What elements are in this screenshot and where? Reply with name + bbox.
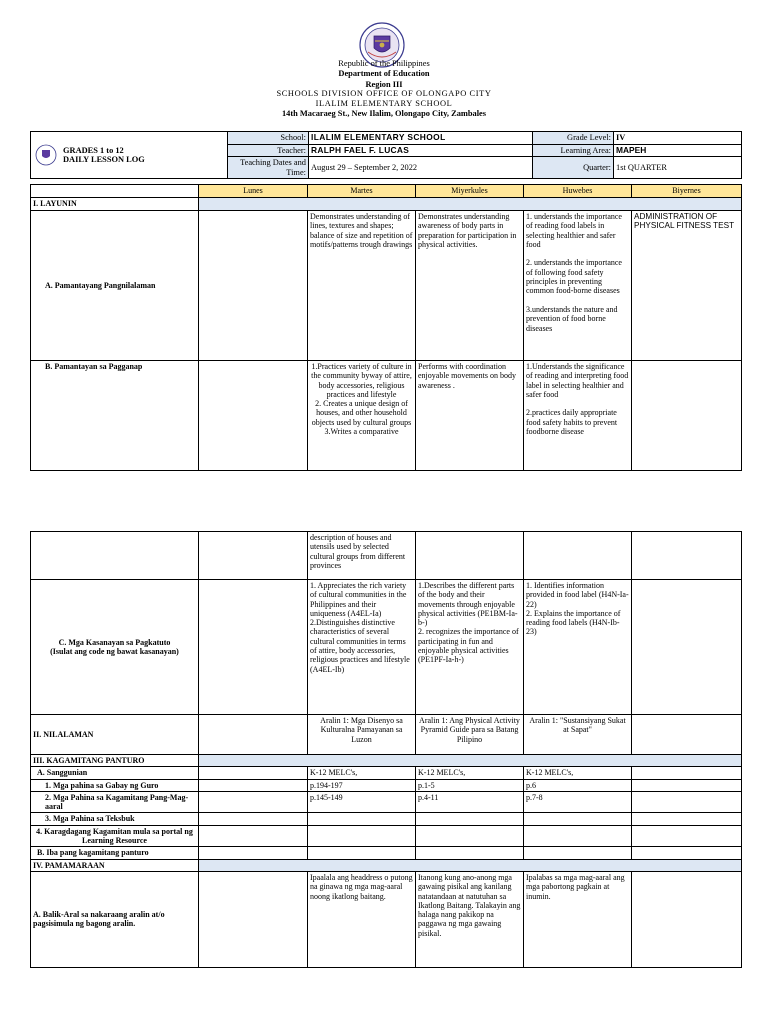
- grade-level-label: Grade Level:: [533, 132, 614, 145]
- page-gap: [0, 476, 768, 530]
- cell-a-huwebes: 1. understands the importance of reading food labels in selecting healthier and safer food 2. understands the importance of following food safety principles in preventing common food-borne diseases 3.understands the nature and prevention of food borne diseases: [524, 211, 632, 361]
- balik-lunes: [199, 871, 308, 967]
- dates-value: August 29 – September 2, 2022: [309, 157, 533, 179]
- kasanayan-subtitle: (Isulat ang code ng bawat kasanayan): [50, 647, 179, 656]
- day-header-martes: Martes: [308, 185, 416, 198]
- cell-b-lunes: [199, 361, 308, 471]
- nil-martes: Aralin 1: Mga Disenyo sa Kulturalna Pamayanan sa Luzon: [308, 715, 416, 755]
- teks-lunes: [199, 813, 308, 825]
- day-header-lunes: Lunes: [199, 185, 308, 198]
- iba-martes: [308, 847, 416, 859]
- header-division: SCHOOLS DIVISION OFFICE OF OLONGAPO CITY: [276, 89, 492, 98]
- iba-biyernes: [632, 847, 742, 859]
- teks-huwebes: [524, 813, 632, 825]
- balik-huwebes: Ipalabas sa mga mag-aaral ang mga pabortong pagkain at inumin.: [524, 871, 632, 967]
- row-label-teksbuk: 3. Mga Pahina sa Teksbuk: [31, 813, 199, 825]
- nil-biyernes: [632, 715, 742, 755]
- nil-huwebes: Aralin 1: "Sustansiyang Sukat at Sapat": [524, 715, 632, 755]
- layunin-band: [199, 198, 742, 211]
- header-department: Department of Education: [338, 69, 430, 78]
- kagamitan-band: [199, 755, 742, 767]
- info-title-cell: [31, 132, 228, 179]
- section-pamamaraan: IV. PAMAMARAAN: [31, 859, 199, 871]
- school-value: ILALIM ELEMENTARY SCHOOL: [309, 132, 533, 145]
- kar-martes: [308, 825, 416, 847]
- nil-lunes: [199, 715, 308, 755]
- row-label-balik-aral: A. Balik-Aral sa nakaraang aralin at/o pagsisimula ng bagong aralin.: [31, 871, 199, 967]
- page-2: [0, 530, 768, 1024]
- gabay-biyernes: [632, 779, 742, 791]
- cell-b-miyerkules: Performs with coordination enjoyable movements on body awareness .: [416, 361, 524, 471]
- corner-cell: [31, 185, 199, 198]
- row-label-iba-pang-kagamitan: B. Iba pang kagamitang panturo: [31, 847, 199, 859]
- teks-martes: [308, 813, 416, 825]
- row-label-pamantayang-pangnilalaman: A. Pamantayang Pangnilalaman: [31, 211, 199, 361]
- section-kagamitan: III. KAGAMITANG PANTURO: [31, 755, 199, 767]
- cell-a-martes: Demonstrates understanding of lines, textures and shapes; balance of size and repetition of motifs/patterns trough drawings: [308, 211, 416, 361]
- cell-a-lunes: [199, 211, 308, 361]
- cell-b-biyernes: [632, 361, 742, 471]
- kar-huwebes: [524, 825, 632, 847]
- teacher-value: RALPH FAEL F. LUCAS: [309, 144, 533, 157]
- row-label-karagdagang-kagamitan: 4. Karagdagang Kagamitan mula sa portal ng Learning Resource: [31, 825, 199, 847]
- kar-biyernes: [632, 825, 742, 847]
- iba-lunes: [199, 847, 308, 859]
- grades-label: GRADES 1 to 12: [63, 145, 124, 155]
- dates-label: Teaching Dates and Time:: [228, 157, 309, 179]
- row-label-pamantayan-pagganap: B. Pamantayan sa Pagganap: [31, 361, 199, 471]
- kag-martes: p.145-149: [308, 791, 416, 813]
- row-label-kasanayan: [31, 580, 199, 715]
- kasanayan-title: C. Mga Kasanayan sa Pagkatuto: [58, 637, 171, 647]
- nil-miyerkules: Aralin 1: Ang Physical Activity Pyramid Guide para sa Batang Pilipino: [416, 715, 524, 755]
- cell-a-miyerkules: Demonstrates understanding awareness of body parts in preparation for participation in physical activities.: [416, 211, 524, 361]
- kag-huwebes: p.7-8: [524, 791, 632, 813]
- iba-miyerkules: [416, 847, 524, 859]
- row-label-gabay: 1. Mga pahina sa Gabay ng Guro: [31, 779, 199, 791]
- page-1: [0, 0, 768, 476]
- quarter-label: Quarter:: [533, 157, 614, 179]
- row-label-sanggunian: A. Sanggunian: [31, 767, 199, 779]
- pamamaraan-band: [199, 859, 742, 871]
- kag-miyerkules: p.4-11: [416, 791, 524, 813]
- quarter-value: 1st QUARTER: [614, 157, 742, 179]
- header-republic: Republic of the Philippines: [338, 59, 430, 68]
- cell-a-biyernes: ADMINISTRATION OF PHYSICAL FITNESS TEST: [632, 211, 742, 361]
- kar-miyerkules: [416, 825, 524, 847]
- kag-lunes: [199, 791, 308, 813]
- lesson-table-page2: [30, 531, 742, 968]
- cont-biyernes: [632, 532, 742, 580]
- teks-biyernes: [632, 813, 742, 825]
- balik-martes: Ipaalala ang headdress o putong na ginawa ng mga mag-aaral noong ikatlong baitang.: [308, 871, 416, 967]
- sang-lunes: [199, 767, 308, 779]
- gabay-lunes: [199, 779, 308, 791]
- gabay-martes: p.194-197: [308, 779, 416, 791]
- day-header-miyerkules: Miyerkules: [416, 185, 524, 198]
- cell-c-huwebes: 1. Identifies information provided in food label (H4N-Ia-22) 2. Explains the importance of reading food labels (H4N-Ib-23): [524, 580, 632, 715]
- balik-miyerkules: Itanong kung ano-anong mga gawaing pisikal ang kanilang natatandaan at natutuhan sa Ikatlong Baitang. Talakayin ang halaga nang pakikop na paggawa ng mga gawaing pisikal.: [416, 871, 524, 967]
- gabay-huwebes: p.6: [524, 779, 632, 791]
- sang-miyerkules: K-12 MELC's,: [416, 767, 524, 779]
- header-address: 14th Macaraeg St., New Ilalim, Olongapo City, Zambales: [281, 109, 487, 118]
- cont-martes: description of houses and utensils used by selected cultural groups from different provinces: [308, 532, 416, 580]
- sang-huwebes: K-12 MELC's,: [524, 767, 632, 779]
- header-school: ILALIM ELEMENTARY SCHOOL: [315, 99, 453, 108]
- learning-area-label: Learning Area:: [533, 144, 614, 157]
- learning-area-value: MAPEH: [614, 144, 742, 157]
- row-label-kagamitang-pang-mag-aaral: 2. Mga Pahina sa Kagamitang Pang-Mag-aaral: [31, 791, 199, 813]
- section-nilalaman: II. NILALAMAN: [31, 715, 199, 755]
- header-region: Region III: [365, 80, 403, 89]
- sang-biyernes: [632, 767, 742, 779]
- cell-c-lunes: [199, 580, 308, 715]
- day-header-biyernes: Biyernes: [632, 185, 742, 198]
- info-table: [30, 131, 742, 179]
- iba-huwebes: [524, 847, 632, 859]
- school-label: School:: [228, 132, 309, 145]
- cont-label: [31, 532, 199, 580]
- deped-small-seal-icon: [35, 144, 57, 166]
- cont-lunes: [199, 532, 308, 580]
- grade-level-value: IV: [614, 132, 742, 145]
- kag-biyernes: [632, 791, 742, 813]
- section-layunin: I. LAYUNIN: [31, 198, 199, 211]
- balik-biyernes: [632, 871, 742, 967]
- gabay-miyerkules: p.1-5: [416, 779, 524, 791]
- day-header-huwebes: Huwebes: [524, 185, 632, 198]
- teacher-label: Teacher:: [228, 144, 309, 157]
- cell-c-martes: 1. Appreciates the rich variety of cultural communities in the Philippines and their uniqueness (A4EL-Ia) 2.Distinguishes distinctive characteristics of several cultural communities in terms of attire, body accessories, religious practices and lifestyle (A4EL-Ib): [308, 580, 416, 715]
- cell-c-biyernes: [632, 580, 742, 715]
- dll-label: DAILY LESSON LOG: [63, 155, 145, 164]
- teks-miyerkules: [416, 813, 524, 825]
- cell-b-martes: 1.Practices variety of culture in the community byway of attire, body accessories, religious practices and lifestyle 2. Creates a unique design of houses, and other household objects used by cultural groups 3.Writes a comparative: [308, 361, 416, 471]
- cont-huwebes: [524, 532, 632, 580]
- lesson-table-page1: [30, 184, 742, 471]
- cell-b-huwebes: 1.Understands the significance of reading and interpreting food label in selecting healthier and safer food 2.practices daily appropriate food safety habits to prevent foodborne disease: [524, 361, 632, 471]
- cont-miyerkules: [416, 532, 524, 580]
- cell-c-miyerkules: 1.Describes the different parts of the body and their movements through enjoyable physical activities (PE1BM-Ia-b-) 2. recognizes the importance of participating in fun and enjoyable physical activities (PE1PF-Ia-h-): [416, 580, 524, 715]
- sang-martes: K-12 MELC's,: [308, 767, 416, 779]
- kar-lunes: [199, 825, 308, 847]
